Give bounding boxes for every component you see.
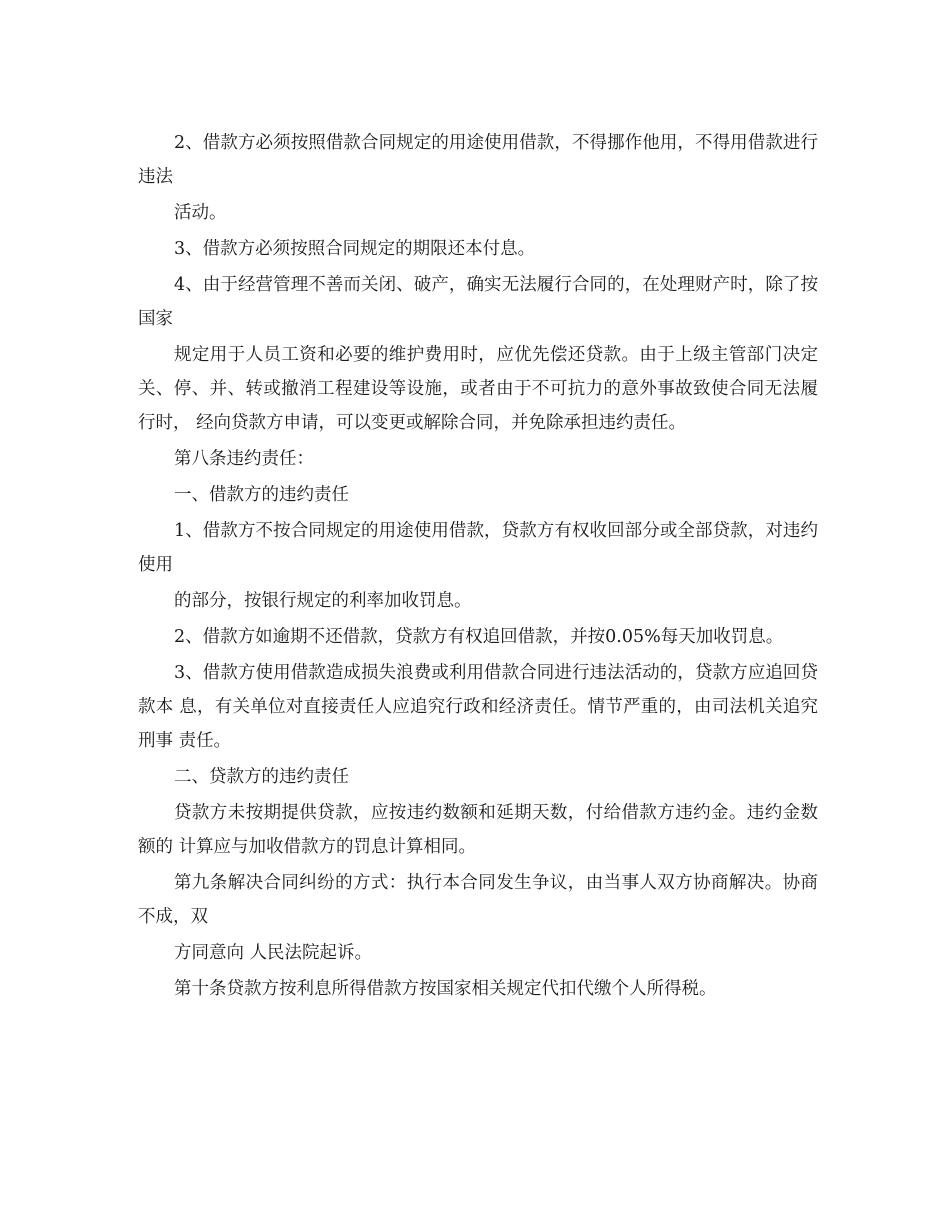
- paragraph-borrower-liability-heading: 一、借款方的违约责任: [174, 485, 349, 505]
- paragraph-liability-2: 2、借款方如逾期不还借款，贷款方有权追回借款，并按0.05%每天加收罚息。: [174, 627, 784, 647]
- paragraph-lender-liability-heading: 二、贷款方的违约责任: [174, 767, 349, 787]
- paragraph-article-9: 第九条解决合同纠纷的方式：执行本合同发生争议，由当事人双方协商解决。协商不成，双: [138, 873, 818, 927]
- paragraph-clause-2: 2、借款方必须按照借款合同规定的用途使用借款，不得挪作他用，不得用借款进行违法: [138, 133, 818, 187]
- paragraph-lender-liability: 贷款方未按期提供贷款，应按违约数额和延期天数，付给借款方违约金。违约金数额的 计算应与加收借款方的罚息计算相同。: [138, 803, 818, 857]
- paragraph-clause-2-continued: 活动。: [174, 203, 227, 223]
- paragraph-clause-4-continued: 规定用于人员工资和必要的维护费用时，应优先偿还贷款。由于上级主管部门决定关、停、并、转或撤消工程建设等设施，或者由于不可抗力的意外事故致使合同无法履行时， 经向贷款方申请，可以变更或解除合同，并免除承担违约责任。: [138, 345, 818, 433]
- paragraph-liability-3: 3、借款方使用借款造成损失浪费或利用借款合同进行违法活动的，贷款方应追回贷款本 息，有关单位对直接责任人应追究行政和经济责任。情节严重的，由司法机关追究刑事 责任。: [138, 663, 818, 751]
- paragraph-article-9-continued: 方同意向 人民法院起诉。: [174, 943, 373, 963]
- paragraph-liability-1: 1、借款方不按合同规定的用途使用借款，贷款方有权收回部分或全部贷款，对违约使用: [138, 521, 818, 575]
- paragraph-article-8-heading: 第八条违约责任：: [174, 449, 314, 469]
- paragraph-clause-3: 3、借款方必须按照合同规定的期限还本付息。: [174, 239, 536, 259]
- paragraph-article-10: 第十条贷款方按利息所得借款方按国家相关规定代扣代缴个人所得税。: [174, 979, 717, 999]
- paragraph-liability-1-continued: 的部分，按银行规定的利率加收罚息。: [174, 591, 472, 611]
- document-body: [138, 126, 818, 1006]
- paragraph-clause-4: 4、由于经营管理不善而关闭、破产，确实无法履行合同的，在处理财产时，除了按国家: [138, 275, 818, 329]
